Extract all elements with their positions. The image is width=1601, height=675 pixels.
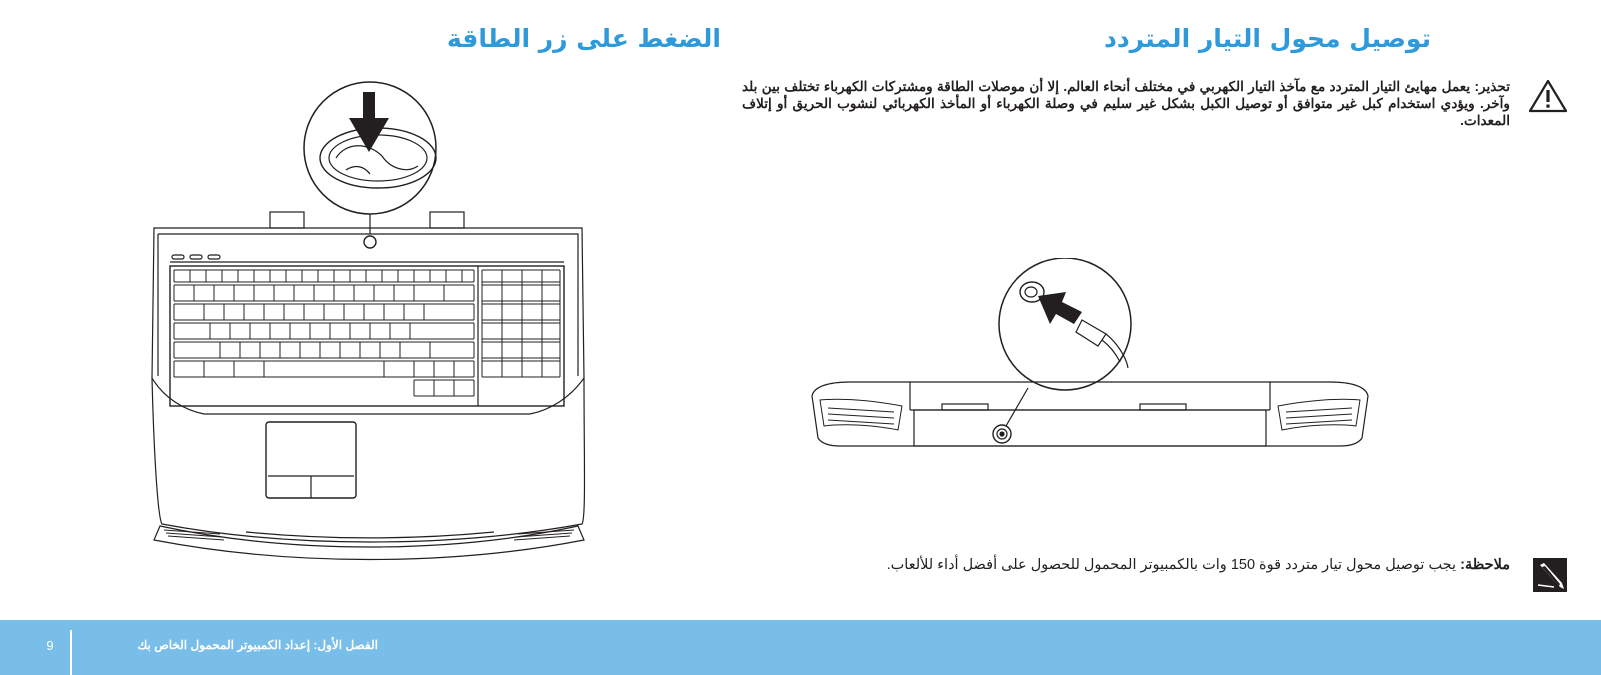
laptop-power-button-illustration bbox=[150, 78, 600, 568]
note-text bbox=[730, 555, 1510, 575]
heading-ac-adapter: توصيل محول التيار المتردد bbox=[1104, 24, 1431, 53]
note-label: ملاحظة: bbox=[1460, 557, 1510, 573]
ac-adapter-connection-illustration bbox=[810, 258, 1370, 468]
page-footer bbox=[0, 620, 1601, 675]
chapter-title: الفصل الأول: إعداد الكمبيوتر المحمول الخاص بك bbox=[137, 638, 378, 652]
note-body: يجب توصيل محول تيار متردد قوة 150 وات بالكمبيوتر المحمول للحصول على أفضل أداء للألعاب. bbox=[886, 557, 1457, 573]
warning-triangle-icon bbox=[1528, 78, 1568, 114]
warning-text bbox=[742, 78, 1510, 129]
note-pencil-icon bbox=[1532, 557, 1568, 593]
heading-power-button: الضغط على زر الطاقة bbox=[446, 24, 721, 53]
footer-divider bbox=[70, 630, 72, 675]
page-number: 9 bbox=[46, 638, 54, 653]
warning-label: تحذير: bbox=[1474, 79, 1510, 94]
warning-body: يعمل مهايئ التيار المتردد مع مآخذ التيار الكهربي في مختلف أنحاء العالم. إلا أن موصلات الطاقة ومشتركات الكهرباء تختلف بين بلد وآخر. ويؤدي استخدام كبل غير متوافق أو توصيل الكبل بشكل غير سليم في وصلة الكهرباء أو المأخذ الكهربائي لنشوب الحريق أو إتلاف المعدات. bbox=[742, 79, 1510, 128]
